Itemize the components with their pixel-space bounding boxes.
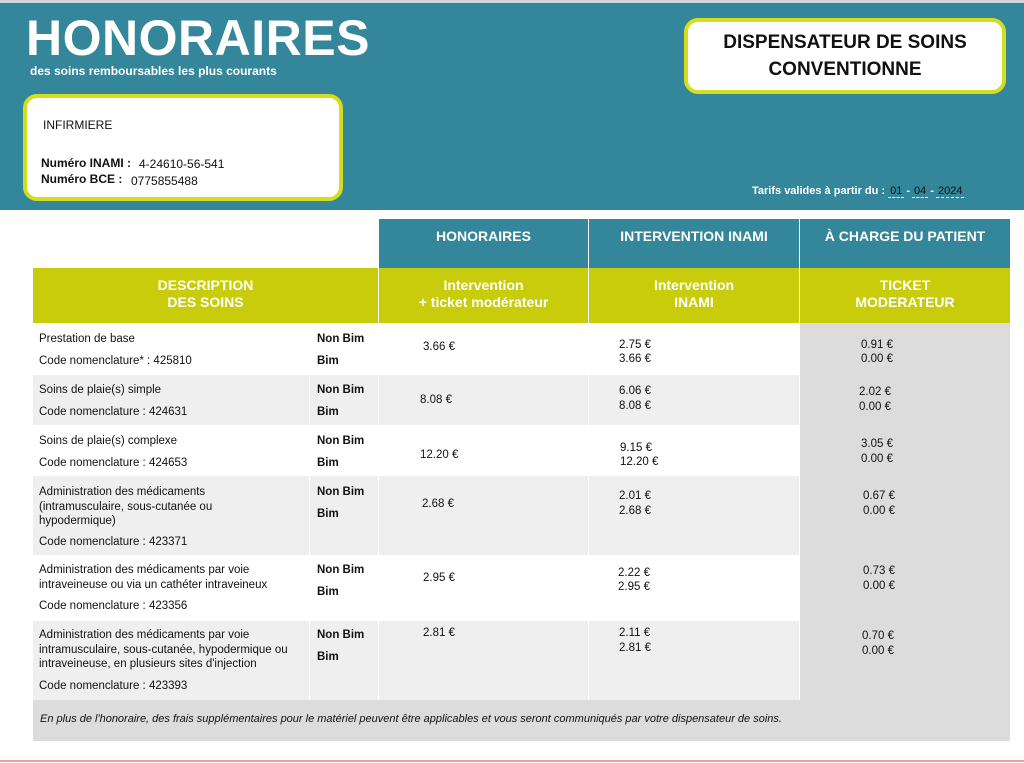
row-description: Soins de plaie(s) complexe (39, 435, 178, 447)
row-code: Code nomenclature : 423356 (39, 600, 188, 612)
ticket-non-bim: 2.02 € (859, 386, 891, 398)
ticket-non-bim: 0.67 € (863, 490, 895, 502)
inami-non-bim: 9.15 € (620, 442, 652, 454)
label-non-bim: Non Bim (317, 564, 365, 576)
top-divider (0, 0, 1024, 3)
ticket-bim: 0.00 € (862, 645, 894, 657)
validity-date: Tarifs valides à partir du : 01 - 04 - 2024 (752, 185, 963, 197)
inami-non-bim: 2.75 € (619, 339, 651, 351)
patient-column-bg (800, 323, 1010, 700)
page-subtitle: des soins remboursables les plus courants (30, 64, 277, 78)
provider-card (23, 94, 343, 201)
row-code: Code nomenclature : 423393 (39, 680, 188, 692)
inami-bim: 12.20 € (620, 456, 659, 468)
inami-bim: 2.95 € (618, 581, 650, 593)
row-code: Code nomenclature : 424653 (39, 457, 188, 469)
subheader-inami: Intervention INAMI (589, 268, 799, 323)
row-code: Code nomenclature* : 425810 (39, 355, 192, 367)
bottom-divider (0, 760, 1024, 762)
header-intervention-inami: INTERVENTION INAMI (589, 219, 799, 268)
honoraires-value: 2.81 € (423, 627, 455, 639)
bce-value: 0775855488 (131, 174, 198, 188)
provider-role: INFIRMIERE (43, 118, 113, 132)
label-bim: Bim (317, 651, 339, 663)
ticket-bim: 0.00 € (859, 401, 891, 413)
row-code: Code nomenclature : 423371 (39, 536, 188, 548)
label-bim: Bim (317, 406, 339, 418)
row-description: Soins de plaie(s) simple (39, 384, 162, 396)
row-code: Code nomenclature : 424631 (39, 406, 188, 418)
inami-label: Numéro INAMI : (41, 156, 131, 170)
ticket-non-bim: 0.73 € (863, 565, 895, 577)
page-title: HONORAIRES (26, 10, 370, 66)
status-line-2: CONVENTIONNE (768, 59, 922, 80)
honoraires-value: 8.08 € (420, 394, 452, 406)
ticket-bim: 0.00 € (861, 353, 893, 365)
column-divider (799, 219, 800, 700)
row-description: Administration des médicaments par voie intramusculaire, sous-cutanée, hypodermique ou intraveineuse, en plusieurs sites d'injection (39, 629, 288, 670)
inami-non-bim: 2.22 € (618, 567, 650, 579)
honoraires-value: 3.66 € (423, 341, 455, 353)
ticket-bim: 0.00 € (861, 453, 893, 465)
row-description: Administration des médicaments (intramusculaire, sous-cutanée ou hypodermique) (39, 486, 213, 527)
row-description: Administration des médicaments par voie intraveineuse ou via un cathéter intraveineux (39, 564, 268, 591)
inami-bim: 2.68 € (619, 505, 651, 517)
inami-value: 4-24610-56-541 (139, 157, 225, 171)
label-non-bim: Non Bim (317, 629, 365, 641)
label-non-bim: Non Bim (317, 435, 365, 447)
validity-label: Tarifs valides à partir du : (752, 185, 886, 197)
honoraires-value: 2.68 € (422, 498, 454, 510)
column-divider (588, 219, 589, 700)
label-bim: Bim (317, 355, 339, 367)
subheader-description: DESCRIPTION DES SOINS (33, 268, 378, 323)
honoraires-value: 12.20 € (420, 449, 459, 461)
inami-non-bim: 6.06 € (619, 385, 651, 397)
label-bim: Bim (317, 586, 339, 598)
honoraires-value: 2.95 € (423, 572, 455, 584)
inami-bim: 2.81 € (619, 642, 651, 654)
subheader-honoraires: Intervention + ticket modérateur (379, 268, 588, 323)
validity-day: 01 (890, 185, 903, 197)
column-divider (309, 323, 310, 700)
ticket-bim: 0.00 € (863, 505, 895, 517)
label-non-bim: Non Bim (317, 486, 365, 498)
subheader-ticket: TICKET MODERATEUR (800, 268, 1010, 323)
column-divider (378, 219, 379, 700)
label-bim: Bim (317, 457, 339, 469)
inami-bim: 3.66 € (619, 353, 651, 365)
inami-non-bim: 2.01 € (619, 490, 651, 502)
validity-year: 2024 (937, 185, 963, 197)
validity-month: 04 (914, 185, 927, 197)
row-description: Prestation de base (39, 333, 135, 345)
header-honoraires: HONORAIRES (379, 219, 588, 268)
inami-bim: 8.08 € (619, 400, 651, 412)
provider-status-box (684, 18, 1006, 94)
footnote (33, 700, 1010, 741)
label-non-bim: Non Bim (317, 333, 365, 345)
footnote-text: En plus de l'honoraire, des frais supplémentaires pour le matériel peuvent être applicables et vous seront communiqués par votre dispensateur de soins. (40, 713, 782, 725)
label-non-bim: Non Bim (317, 384, 365, 396)
label-bim: Bim (317, 508, 339, 520)
ticket-non-bim: 0.91 € (861, 339, 893, 351)
ticket-non-bim: 0.70 € (862, 630, 894, 642)
ticket-non-bim: 3.05 € (861, 438, 893, 450)
header-charge-patient: À CHARGE DU PATIENT (800, 219, 1010, 268)
status-line-1: DISPENSATEUR DE SOINS (723, 32, 967, 53)
ticket-bim: 0.00 € (863, 580, 895, 592)
inami-non-bim: 2.11 € (619, 627, 651, 639)
bce-label: Numéro BCE : (41, 172, 123, 186)
